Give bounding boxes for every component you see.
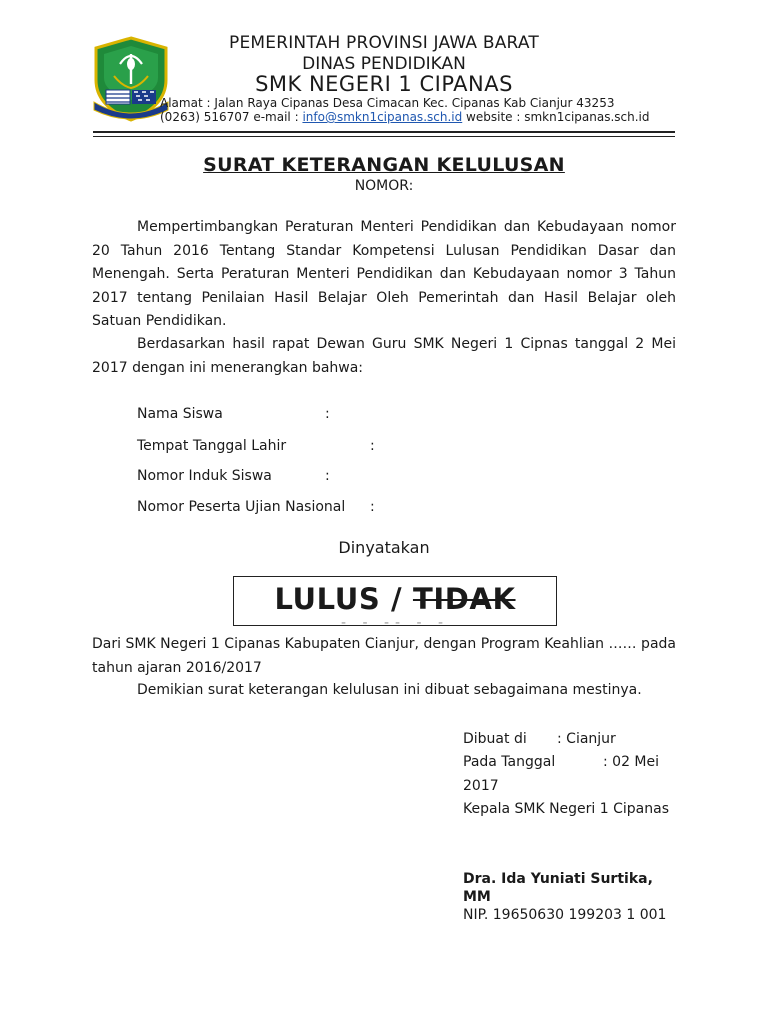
letterhead-divider-thin <box>93 136 675 137</box>
paragraph-program: Dari SMK Negeri 1 Cipanas Kabupaten Cianjur, dengan Program Keahlian …… pada tahun ajaran 2016/2017 <box>92 636 676 676</box>
declared-label: Dinyatakan <box>338 538 430 557</box>
result-text <box>234 582 556 616</box>
document-title: SURAT KETERANGAN KELULUSAN <box>203 154 565 176</box>
phone-email-label: (0263) 516707 e-mail : <box>160 110 303 124</box>
paragraph-considering: Mempertimbangkan Peraturan Menteri Pendidikan dan Kebudayaan nomor 20 Tahun 2016 Tentang Standar Kompetensi Lulusan Pendidikan Dasar dan Menengah. Serta Peraturan Menteri Pendidikan dan Kebudayaan nomor 3 Tahun 2017 tentang Penilaian Hasil Belajar Oleh Pemerintah dan Hasil Belajar oleh Satuan Pendidikan. <box>92 219 676 329</box>
field-exam-participant-number: Nomor Peserta Ujian Nasional <box>137 499 346 515</box>
result-box <box>233 576 557 626</box>
result-pass: LULUS / <box>274 582 413 616</box>
letterhead-contact <box>160 110 650 124</box>
letterhead-address: Alamat : Jalan Raya Cipanas Desa Cimacan Kec. Cipanas Kab Cianjur 43253 <box>160 96 615 110</box>
signatory-name: Dra. Ida Yuniati Surtika, MM <box>463 871 653 905</box>
field-birth-place-date: Tempat Tanggal Lahir <box>137 438 287 454</box>
document-number-label: NOMOR: <box>354 178 414 194</box>
signature-date-year: 2017 <box>463 778 499 794</box>
field-student-name: Nama Siswa <box>137 406 223 422</box>
result-underline-artifact: - - -- - - <box>340 615 450 626</box>
signatory-nip: NIP. 19650630 199203 1 001 <box>463 907 667 923</box>
signature-place-label: Dibuat di <box>463 731 527 747</box>
letterhead-government: PEMERINTAH PROVINSI JAWA BARAT <box>229 33 539 53</box>
result-fail-struck: TIDAK <box>412 582 516 616</box>
signature-date-label: Pada Tanggal <box>463 754 556 770</box>
signature-position: Kepala SMK Negeri 1 Cipanas <box>463 801 669 817</box>
paragraph-closing: Demikian surat keterangan kelulusan ini dibuat sebagaimana mestinya. <box>137 682 642 698</box>
website-text: website : smkn1cipanas.sch.id <box>462 110 650 124</box>
field-student-id-colon: : <box>325 468 330 484</box>
signature-date-value: : 02 Mei <box>603 754 660 770</box>
letterhead-divider-thick <box>93 131 675 133</box>
field-student-id: Nomor Induk Siswa <box>137 468 272 484</box>
field-birth-place-date-colon: : <box>370 438 375 454</box>
signature-place-value: : Cianjur <box>557 731 616 747</box>
paragraph-based-on: Berdasarkan hasil rapat Dewan Guru SMK Negeri 1 Cipnas tanggal 2 Mei 2017 dengan ini menerangkan bahwa: <box>92 336 676 376</box>
field-exam-participant-number-colon: : <box>370 499 375 515</box>
field-student-name-colon: : <box>325 406 330 422</box>
email-link[interactable]: info@smkn1cipanas.sch.id <box>302 110 463 124</box>
letterhead-school-name: SMK NEGERI 1 CIPANAS <box>255 72 513 96</box>
letterhead-department: DINAS PENDIDIKAN <box>302 54 466 74</box>
